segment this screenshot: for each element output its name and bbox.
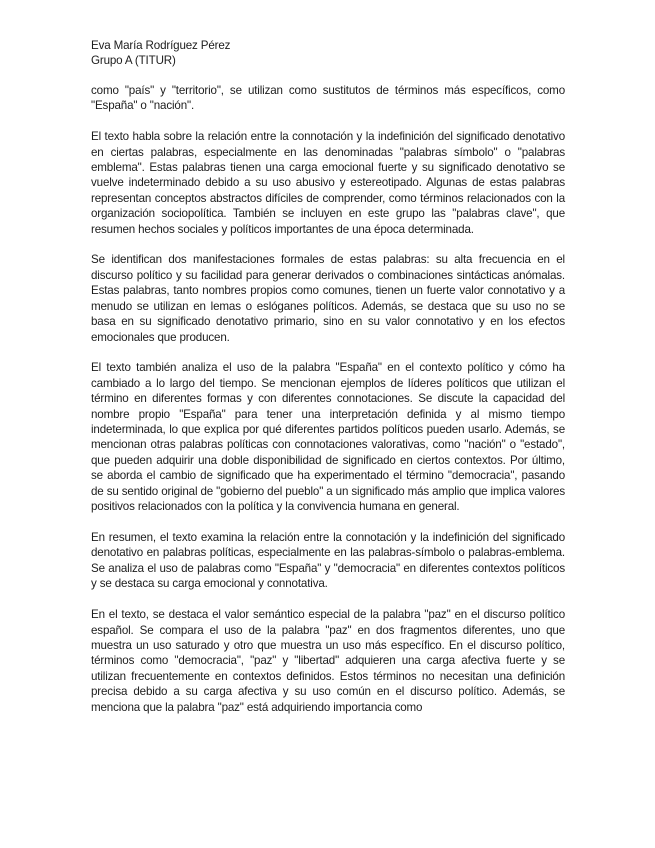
document-header <box>91 38 565 69</box>
paragraph-4: El texto también analiza el uso de la palabra "España" en el contexto político y cómo ha cambiado a lo largo del tiempo. Se mencionan ejemplos de líderes políticos que utilizan el término en diferentes formas y con diferentes connotaciones. Se discute la capacidad del nombre propio "España" para tener una interpretación definida y al mismo tiempo indeterminada, lo que explica por qué diferentes partidos políticos pueden usarlo. Además, se mencionan otras palabras políticas con connotaciones valorativas, como "nación" o "estado", que pueden adquirir una doble disponibilidad de significado en ciertos contextos. Por último, se aborda el cambio de significado que ha experimentado el término "democracia", pasando de su sentido original de "gobierno del pueblo" a un significado más amplio que implica valores positivos relacionados con la política y la convivencia humana en general. <box>91 361 565 514</box>
group-label: Grupo A (TITUR) <box>91 54 176 68</box>
document-page <box>91 38 565 730</box>
paragraph-2: El texto habla sobre la relación entre la connotación y la indefinición del significado denotativo en ciertas palabras, especialmente en las denominadas "palabras símbolo" o "palabras emblema". Estas palabras tienen una carga emocional fuerte y su significado denotativo se vuelve indeterminado debido a su uso abusivo y estereotipado. Algunas de estas palabras representan conceptos abstractos difíciles de comprender, como términos relacionados con la organización sociopolítica. También se incluyen en este grupo las "palabras clave", que resumen hechos sociales y políticos importantes de una época determinada. <box>91 130 565 236</box>
paragraph-1: como "país" y "territorio", se utilizan como sustitutos de términos más específicos, como "España" o "nación". <box>91 83 565 113</box>
author-name: Eva María Rodríguez Pérez <box>91 39 231 52</box>
paragraph-6: En el texto, se destaca el valor semántico especial de la palabra "paz" en el discurso político español. Se compara el uso de la palabra "paz" en dos fragmentos diferentes, uno que muestra un uso saturado y otro que muestra un uso más específico. En el discurso político, términos como "democracia", "paz" y "libertad" adquieren una carga afectiva fuerte y se utilizan frecuentemente en contextos definidos. Estos términos no necesitan una definición precisa debido a su carga afectiva y su uso común en el discurso político. Además, se menciona que la palabra "paz" está adquiriendo importancia como <box>91 608 565 714</box>
paragraph-3: Se identifican dos manifestaciones formales de estas palabras: su alta frecuencia en el discurso político y su facilidad para generar derivados o combinaciones sintácticas anómalas. Estas palabras, tanto nombres propios como comunes, tienen un fuerte valor connotativo y a menudo se utilizan en lemas o eslóganes políticos. Además, se destaca que su uso no se basa en su significado denotativo primario, sino en su valor connotativo y en los efectos emocionales que producen. <box>91 253 565 344</box>
paragraph-5: En resumen, el texto examina la relación entre la connotación y la indefinición del significado denotativo en palabras políticas, especialmente en las palabras-símbolo o palabras-emblema. Se analiza el uso de palabras como "España" y "democracia" en diferentes contextos políticos y se destaca su carga emocional y connotativa. <box>91 530 565 591</box>
